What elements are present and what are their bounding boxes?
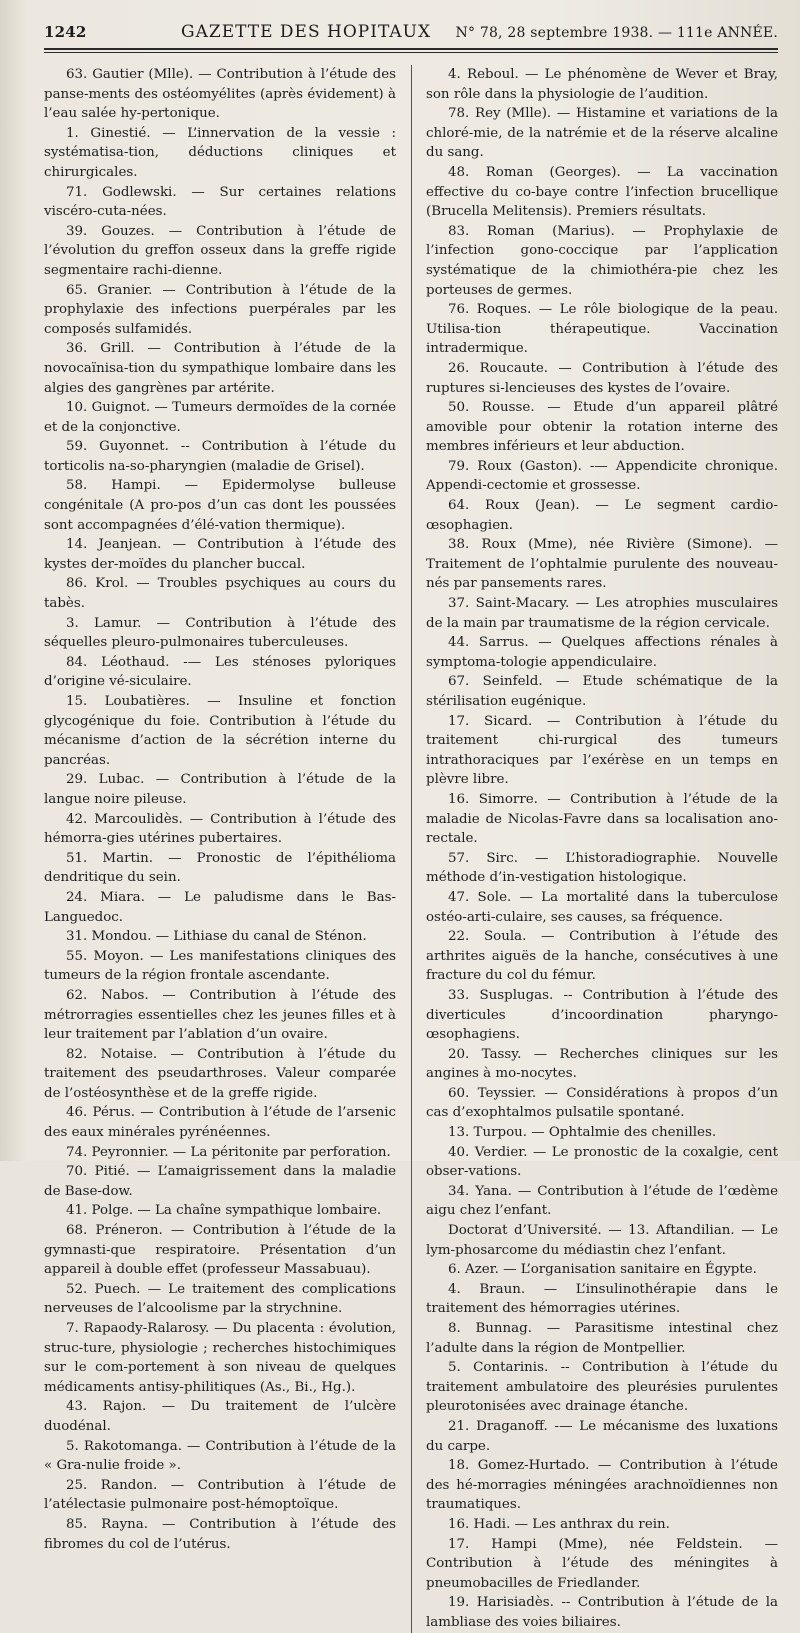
thesis-entry: 71. Godlewski. — Sur certaines relations viscéro-cuta-nées. <box>44 184 396 220</box>
thesis-entry: 5. Rakotomanga. — Contribution à l’étude de la « Gra-nulie froide ». <box>44 1438 396 1474</box>
right-column <box>426 65 778 1633</box>
thesis-entry: 59. Guyonnet. -- Contribution à l’étude du torticolis na-so-pharyngien (maladie de Grisel). <box>44 439 396 474</box>
thesis-entry: 57. Sirc. — L’historadiographie. Nouvelle méthode d’in-vestigation histologique. <box>426 850 778 886</box>
thesis-entry: 52. Puech. — Le traitement des complications nerveuses de l’alcoolisme par la strychnine. <box>44 1281 396 1317</box>
thesis-entry: 48. Roman (Georges). — La vaccination effective du co-baye contre l’infection brucellique (Brucella Melitensis). Premiers résultats. <box>426 164 778 220</box>
thesis-entry: 63. Gautier (Mlle). — Contribution à l’étude des panse-ments des ostéomyélites (après évidement) à l’eau salée hy-pertonique. <box>44 67 396 122</box>
thesis-entry: 19. Harisiadès. -- Contribution à l’étude de la lambliase des voies biliaires. <box>426 1595 778 1630</box>
thesis-entry: 39. Gouzes. — Contribution à l’étude de l’évolution du greffon osseux dans la greffe rigide segmentaire rachi-dienne. <box>44 223 396 278</box>
thesis-entry: 26. Roucaute. — Contribution à l’étude des ruptures si-lencieuses des kystes de l’ovaire. <box>426 360 778 396</box>
thesis-entry: 16. Simorre. — Contribution à l’étude de la maladie de Nicolas-Favre dans sa localisation ano-rectale. <box>426 791 778 847</box>
thesis-entry: 85. Rayna. — Contribution à l’étude des fibromes du col de l’utérus. <box>44 1516 396 1552</box>
thesis-entry: 4. Braun. — L’insulinothérapie dans le traitement des hémorragies utérines. <box>426 1281 778 1317</box>
thesis-entry: 37. Saint-Macary. — Les atrophies musculaires de la main par traumatisme de la région cervicale. <box>426 596 778 631</box>
thesis-entry: 38. Roux (Mme), née Rivière (Simone). — Traitement de l’ophtalmie purulente des nouveau-nés par pansements rares. <box>426 537 778 592</box>
thesis-entry: 16. Hadi. — Les anthrax du rein. <box>448 1516 670 1532</box>
thesis-entry: 44. Sarrus. — Quelques affections rénales à symptoma-tologie appendiculaire. <box>426 635 778 670</box>
running-header <box>44 8 778 46</box>
thesis-entry: 65. Granier. — Contribution à l’étude de la prophylaxie des infections puerpérales par les composés sulfamidés. <box>44 282 396 337</box>
columns <box>44 53 778 1633</box>
thesis-entry: 36. Grill. — Contribution à l’étude de la novocaïnisa-tion du sympathique lombaire dans les algies des gangrènes par artérite. <box>44 341 396 396</box>
thesis-entry: 5. Contarinis. -- Contribution à l’étude du traitement ambulatoire des pleurésies purulentes pleurotonisées avec drainage étanche. <box>426 1360 778 1415</box>
thesis-entry: 22. Soula. — Contribution à l’étude des arthrites aiguës de la hanche, consécutives à une fracture du col du fémur. <box>426 929 778 984</box>
thesis-entry: 17. Sicard. — Contribution à l’étude du traitement chi-rurgical des tumeurs intrathoraciques par l’exérèse en un temps en plèvre libre. <box>426 713 778 788</box>
thesis-entry: 6. Azer. — L’organisation sanitaire en Égypte. <box>448 1262 757 1278</box>
thesis-entry: 78. Rey (Mlle). — Histamine et variations de la chloré-mie, de la natrémie et de la réserve alcaline du sang. <box>426 106 778 161</box>
thesis-entry: 8. Bunnag. — Parasitisme intestinal chez l’adulte dans la région de Montpellier. <box>426 1321 778 1356</box>
thesis-entry: 15. Loubatières. — Insuline et fonction glycogénique du foie. Contribution à l’étude du mécanisme d’action de la sécrétion interne du pancréas. <box>44 694 396 768</box>
thesis-entry: 33. Susplugas. -- Contribution à l’étude des diverticules d’incoordination pharyngo-œsophagiens. <box>426 987 778 1043</box>
thesis-entry: 4. Reboul. — Le phénomène de Wever et Bray, son rôle dans la physiologie de l’audition. <box>426 67 778 102</box>
thesis-entry: 3. Lamur. — Contribution à l’étude des séquelles pleuro-pulmonaires tuberculeuses. <box>44 615 396 651</box>
thesis-entry: 62. Nabos. — Contribution à l’étude des métrorragies essentielles chez les jeunes filles et à leur traitement par l’ablation d’un ovaire. <box>44 987 396 1043</box>
thesis-entry: 34. Yana. — Contribution à l’étude de l’œdème aigu chez l’enfant. <box>426 1183 778 1219</box>
thesis-entry: 10. Guignot. — Tumeurs dermoïdes de la cornée et de la conjonctive. <box>44 400 396 435</box>
thesis-entry: 83. Roman (Marius). — Prophylaxie de l’infection gono-coccique par l’application systématique de la chimiothéra-pie chez les porteuses de germes. <box>426 223 778 298</box>
page-number: 1242 <box>44 23 87 41</box>
thesis-entry: Doctorat d’Université. — 13. Aftandilian. — Le lym-phosarcome du médiastin chez l’enfant. <box>426 1223 778 1258</box>
thesis-entry: 41. Polge. — La chaîne sympathique lombaire. <box>66 1203 382 1219</box>
thesis-entry: 64. Roux (Jean). — Le segment cardio-œsophagien. <box>426 498 778 533</box>
thesis-entry: 70. Pitié. — L’amaigrissement dans la maladie de Base-dow. <box>44 1164 396 1199</box>
thesis-entry: 43. Rajon. — Du traitement de l’ulcère duodénal. <box>44 1399 396 1434</box>
left-column <box>44 65 396 1633</box>
thesis-entry: 29. Lubac. — Contribution à l’étude de la langue noire pileuse. <box>44 772 396 807</box>
thesis-entry: 31. Mondou. — Lithiase du canal de Sténon. <box>66 929 367 945</box>
column-divider <box>411 65 412 1633</box>
header-rule <box>44 48 778 50</box>
thesis-entry: 1. Ginestié. — L’innervation de la vessie : systématisa-tion, déductions cliniques et chirurgicales. <box>44 125 396 180</box>
thesis-entry: 7. Rapaody-Ralarosy. — Du placenta : évolution, struc-ture, physiologie ; recherches histochimiques sur le com-portement à son niveau de quelques médicaments antisy-philitiques (As., Bi., Hg.). <box>44 1321 396 1395</box>
thesis-entry: 79. Roux (Gaston). -— Appendicite chronique. Appendi-cectomie et grossesse. <box>426 458 778 494</box>
thesis-entry: 13. Turpou. — Ophtalmie des chenilles. <box>448 1125 717 1141</box>
thesis-entry: 51. Martin. — Pronostic de l’épithélioma dendritique du sein. <box>44 850 396 886</box>
journal-title: GAZETTE DES HOPITAUX <box>181 22 432 42</box>
thesis-entry: 76. Roques. — Le rôle biologique de la peau. Utilisa-tion thérapeutique. Vaccination intradermique. <box>426 302 778 357</box>
thesis-entry: 50. Rousse. — Etude d’un appareil plâtré amovible pour obtenir la rotation interne des membres inférieurs et leur abduction. <box>426 400 778 455</box>
thesis-entry: 42. Marcoulidès. — Contribution à l’étude des hémorra-gies utérines pubertaires. <box>44 811 396 847</box>
thesis-entry: 14. Jeanjean. — Contribution à l’étude des kystes der-moïdes du plancher buccal. <box>44 537 396 572</box>
thesis-entry: 46. Pérus. — Contribution à l’étude de l’arsenic des eaux minérales pyrénéennes. <box>44 1105 396 1141</box>
thesis-entry: 18. Gomez-Hurtado. — Contribution à l’étude des hé-morragies méningées arachnoïdiennes non traumatiques. <box>426 1458 778 1513</box>
thesis-entry: 20. Tassy. — Recherches cliniques sur les angines à mo-nocytes. <box>426 1046 778 1082</box>
thesis-entry: 84. Léothaud. -— Les sténoses pyloriques d’origine vé-siculaire. <box>44 654 396 690</box>
thesis-entry: 60. Teyssier. — Considérations à propos d’un cas d’exophtalmos pulsatile spontané. <box>426 1085 778 1121</box>
thesis-entry: 74. Peyronnier. — La péritonite par perforation. <box>66 1144 391 1160</box>
thesis-entry: 67. Seinfeld. — Etude schématique de la stérilisation eugénique. <box>426 674 778 709</box>
thesis-entry: 21. Draganoff. -— Le mécanisme des luxations du carpe. <box>426 1418 778 1454</box>
thesis-entry: 25. Randon. — Contribution à l’étude de l’atélectasie pulmonaire post-hémoptoïque. <box>44 1477 396 1513</box>
thesis-entry: 47. Sole. — La mortalité dans la tuberculose ostéo-arti-culaire, ses causes, sa fréquence. <box>426 889 778 925</box>
thesis-entry: 17. Hampi (Mme), née Feldstein. — Contribution à l’étude des méningites à pneumobacilles de Friedlander. <box>426 1536 778 1591</box>
thesis-entry: 68. Préneron. — Contribution à l’étude de la gymnasti-que respiratoire. Présentation d’un appareil à double effet (professeur Massabuau). <box>44 1223 396 1278</box>
thesis-entry: 58. Hampi. — Epidermolyse bulleuse congénitale (A pro-pos d’un cas dont les poussées sont accompagnées d’élé-vation thermique). <box>44 478 396 533</box>
thesis-entry: 40. Verdier. — Le pronostic de la coxalgie, cent obser-vations. <box>426 1144 778 1180</box>
thesis-entry: 24. Miara. — Le paludisme dans le Bas-Languedoc. <box>44 889 396 925</box>
issue-info: N° 78, 28 septembre 1938. — 111e ANNÉE. <box>455 25 778 41</box>
thesis-entry: 86. Krol. — Troubles psychiques au cours du tabès. <box>44 576 396 612</box>
thesis-entry: 82. Notaise. — Contribution à l’étude du traitement des pseudarthroses. Valeur comparée de l’ostéosynthèse et de la greffe rigide. <box>44 1046 396 1101</box>
thesis-entry: 55. Moyon. — Les manifestations cliniques des tumeurs de la région frontale ascendante. <box>44 948 396 984</box>
